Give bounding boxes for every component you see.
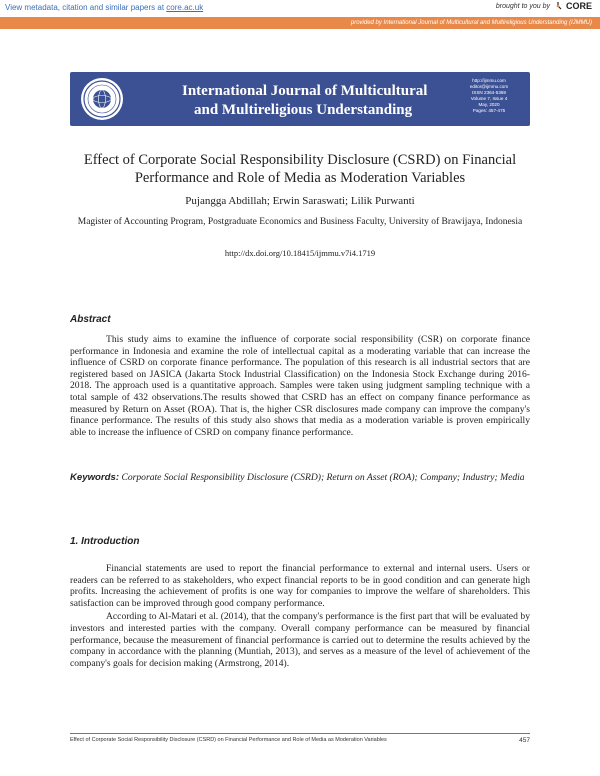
footer-page-number: 457 bbox=[519, 737, 530, 744]
brought-to-you-text: brought to you by bbox=[495, 2, 550, 10]
core-metadata-text: View metadata, citation and similar papers at core.ac.uk bbox=[5, 3, 204, 12]
core-logo-text: CORE bbox=[565, 1, 592, 11]
paper-title: Effect of Corporate Social Responsibility Disclosure (CSRD) on Financial Performance and Role of Media as Moderation Variables bbox=[83, 152, 517, 186]
paper-affiliation: Magister of Accounting Program, Postgraduate Economics and Business Faculty, University of Brawijaya, Indonesia bbox=[77, 217, 523, 227]
provided-by-text: provided by International Journal of Multicultural and Multireligious Understanding (IJMMU) bbox=[350, 20, 592, 26]
keywords-text: Corporate Social Responsibility Disclosure (CSRD); Return on Asset (ROA); Company; Industry; Media bbox=[119, 472, 525, 483]
journal-seal-icon bbox=[80, 77, 124, 121]
provided-by-bar[interactable] bbox=[0, 17, 600, 29]
keywords-label: Keywords: bbox=[70, 472, 120, 483]
core-link[interactable]: core.ac.uk bbox=[166, 3, 204, 12]
introduction-heading: 1. Introduction bbox=[70, 536, 140, 547]
core-brand[interactable] bbox=[496, 1, 592, 11]
introduction-paragraph-2: According to Al-Matari et al. (2014), that the company's performance is the first part that will be evaluated by investors and interested parties with the company. Overall company performance can be measured by financial performance, because the measurement of financial performance is carried out to determine the results achieved by the company in accordance with the planning (Muntiah, 2013), and serves as a measure of the level of achievement of the company's goals for decision making (Armstrong, 2014). bbox=[70, 611, 530, 669]
journal-info: http://ijmmu.com editor@ijmmu.com ISSN 2364-5369 Volume 7, Issue 4 May, 2020 Pages: 457-475 bbox=[469, 78, 509, 113]
abstract-paragraph: This study aims to examine the influence of corporate social responsibility (CSR) on corporate finance performance in Indonesia and examine the role of intellectual capital as a moderating variable that can increase the influence of CSRD on corporate finance performance. The population of this research is all industrial sectors that are registered based on JASICA (Jakarta Stock Industrial Classification) on the Indonesia Stock Exchange during 2016-2018. The approach used is a quantitative approach. Samples were taken using judgment sampling technique with a total sample of 432 observations.The results showed that CSRD has an effect on company finance performance as measured by Return on Asset (ROA). That is, the higher CSR disclosures made company can improve the company's finance performance. The results of this study also shows that media as a moderation variable is proven empirically able to increase the influence of CSRD on company finance performance. bbox=[70, 334, 530, 438]
journal-banner bbox=[70, 72, 530, 126]
footer-running-title: Effect of Corporate Social Responsibility Disclosure (CSRD) on Financial Performance and Role of Media as Moderation Variables bbox=[70, 737, 387, 743]
abstract-heading: Abstract bbox=[70, 314, 111, 325]
journal-title: International Journal of Multicultural and Multireligious Understanding bbox=[182, 83, 428, 118]
keywords bbox=[70, 472, 530, 484]
paper-authors: Pujangga Abdillah; Erwin Saraswati; Lilik Purwanti bbox=[185, 195, 415, 207]
introduction-paragraph-1: Financial statements are used to report the financial performance to external and internal users. Users or readers can be referred to as stakeholders, who expect financial reports to be in good condition and can generate high profits. Increasing the achievement of profits is one way for companies to improve the welfare of shareholders. This satisfaction can be improved through good company performance. bbox=[70, 563, 530, 609]
paper-doi[interactable]: http://dx.doi.org/10.18415/ijmmu.v7i4.1719 bbox=[224, 248, 376, 258]
core-logo-icon bbox=[553, 1, 563, 11]
footer-divider bbox=[70, 733, 530, 734]
abstract-body bbox=[70, 334, 530, 438]
introduction-body bbox=[70, 563, 530, 671]
core-header-bar bbox=[0, 0, 600, 16]
